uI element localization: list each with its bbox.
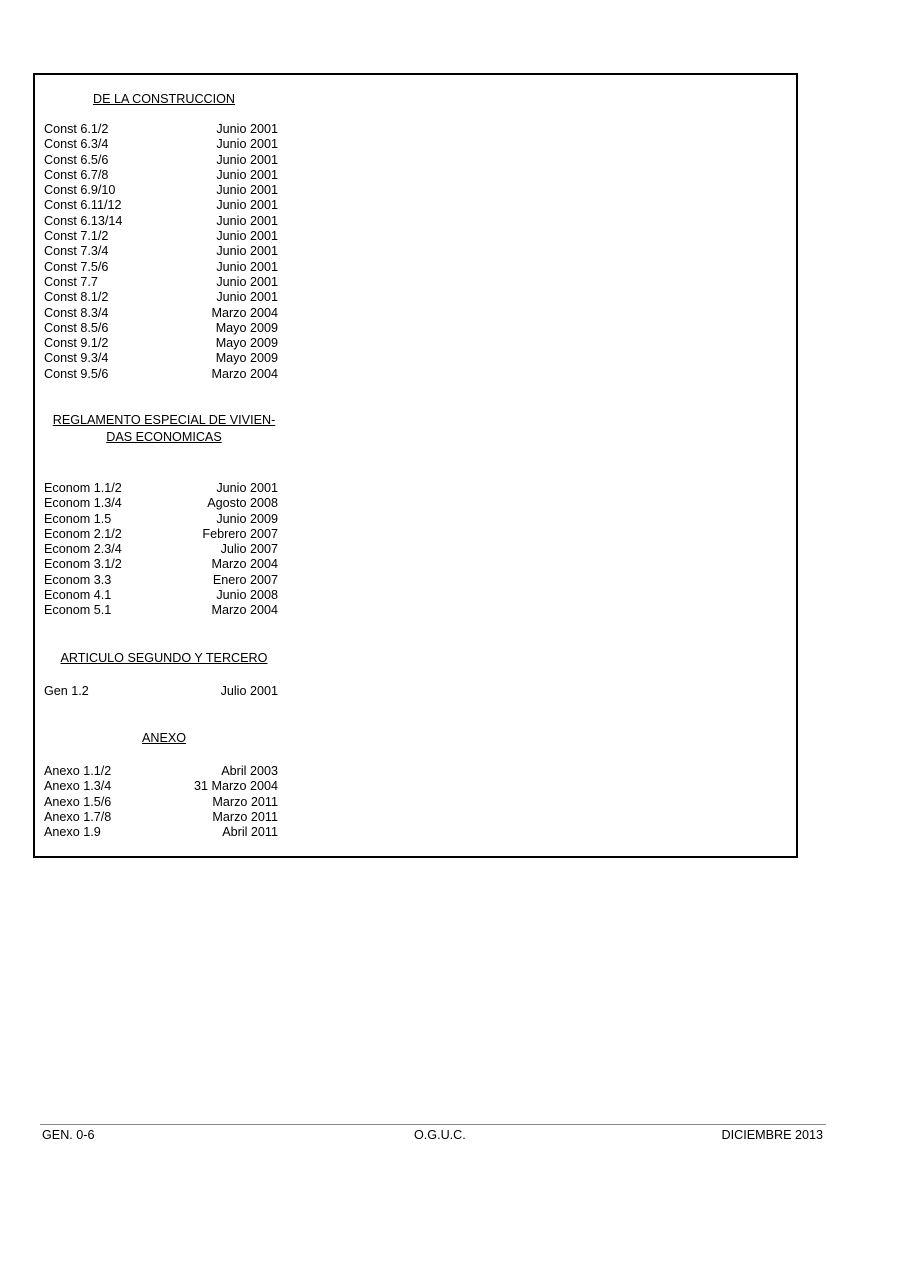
list-item <box>44 306 278 321</box>
item-code: Econom 3.3 <box>44 572 112 587</box>
list-item <box>44 198 278 213</box>
item-code: Const 6.3/4 <box>44 137 109 152</box>
content-frame <box>33 73 798 858</box>
item-code: Econom 5.1 <box>44 603 112 618</box>
item-date: Marzo 2004 <box>211 305 278 320</box>
item-code: Anexo 1.7/8 <box>44 809 112 824</box>
footer-date: DICIEMBRE 2013 <box>721 1128 823 1142</box>
item-code: Const 7.1/2 <box>44 229 109 244</box>
item-date: Julio 2001 <box>220 684 278 698</box>
item-code: Const 6.13/14 <box>44 213 123 228</box>
item-code: Anexo 1.3/4 <box>44 779 112 794</box>
section-title-articulo: ARTICULO SEGUNDO Y TERCERO <box>60 651 268 665</box>
item-code: Econom 3.1/2 <box>44 557 122 572</box>
item-code: Const 6.7/8 <box>44 167 109 182</box>
item-date: Marzo 2004 <box>211 603 278 618</box>
item-date: Julio 2007 <box>220 542 278 557</box>
item-date: Agosto 2008 <box>207 496 278 511</box>
section-title-construccion: DE LA CONSTRUCCION <box>92 92 236 106</box>
item-date: Junio 2001 <box>216 137 278 152</box>
list-item <box>44 336 278 351</box>
list-item <box>44 573 278 588</box>
item-date: Junio 2001 <box>216 290 278 305</box>
list-item <box>44 779 278 794</box>
item-code: Const 6.9/10 <box>44 183 116 198</box>
item-code: Const 6.11/12 <box>44 198 122 213</box>
item-code: Econom 1.3/4 <box>44 496 122 511</box>
list-item <box>44 684 278 699</box>
list-item <box>44 229 278 244</box>
item-date: Marzo 2011 <box>212 794 278 809</box>
item-date: Junio 2001 <box>216 229 278 244</box>
item-date: Junio 2001 <box>216 244 278 259</box>
item-code: Const 8.5/6 <box>44 320 109 335</box>
item-date: Junio 2001 <box>216 481 278 495</box>
list-item <box>44 810 278 825</box>
list-item <box>44 496 278 511</box>
list-item <box>44 481 278 496</box>
list-item <box>44 367 278 382</box>
list-item <box>44 603 278 618</box>
section-title-economicas-line2: DAS ECONOMICAS <box>106 430 222 444</box>
item-date: Enero 2007 <box>212 572 278 587</box>
list-item <box>44 588 278 603</box>
item-date: Junio 2001 <box>216 274 278 289</box>
list-item <box>44 825 278 840</box>
item-code: Anexo 1.1/2 <box>44 764 112 778</box>
item-date: Marzo 2004 <box>211 557 278 572</box>
section-title-economicas-line1: REGLAMENTO ESPECIAL DE VIVIEN- <box>52 413 276 427</box>
list-item <box>44 321 278 336</box>
item-date: Marzo 2011 <box>212 809 278 824</box>
item-date: Febrero 2007 <box>202 526 278 541</box>
item-code: Anexo 1.5/6 <box>44 794 112 809</box>
list-item <box>44 260 278 275</box>
item-code: Const 7.3/4 <box>44 244 109 259</box>
list-item <box>44 351 278 366</box>
item-date: Junio 2001 <box>216 152 278 167</box>
list-item <box>44 137 278 152</box>
list-item <box>44 795 278 810</box>
item-code: Const 8.3/4 <box>44 305 109 320</box>
list-item <box>44 275 278 290</box>
item-code: Const 7.7 <box>44 274 98 289</box>
footer-title: O.G.U.C. <box>414 1128 466 1142</box>
item-date: Junio 2001 <box>216 198 278 213</box>
item-date: Junio 2008 <box>216 588 278 603</box>
list-item <box>44 244 278 259</box>
list-item <box>44 183 278 198</box>
item-date: Mayo 2009 <box>215 351 278 366</box>
item-code: Const 8.1/2 <box>44 290 109 305</box>
item-date: Marzo 2004 <box>211 366 278 381</box>
list-item <box>44 290 278 305</box>
item-code: Gen 1.2 <box>44 684 89 698</box>
list-item <box>44 122 278 137</box>
list-anexo <box>44 764 278 840</box>
item-code: Econom 1.5 <box>44 511 112 526</box>
list-item <box>44 542 278 557</box>
item-code: Anexo 1.9 <box>44 825 101 840</box>
item-date: Junio 2001 <box>216 122 278 136</box>
item-date: Junio 2001 <box>216 213 278 228</box>
item-code: Const 6.1/2 <box>44 122 109 136</box>
item-code: Econom 4.1 <box>44 588 112 603</box>
item-code: Const 6.5/6 <box>44 152 109 167</box>
item-date: Junio 2009 <box>216 511 278 526</box>
list-item <box>44 512 278 527</box>
list-construccion <box>44 122 278 382</box>
list-item <box>44 214 278 229</box>
footer-page-code: GEN. 0-6 <box>42 1128 95 1142</box>
footer-divider <box>40 1124 826 1125</box>
item-date: Junio 2001 <box>216 167 278 182</box>
item-date: 31 Marzo 2004 <box>193 779 278 794</box>
list-economicas <box>44 481 278 619</box>
section-title-anexo: ANEXO <box>141 731 187 745</box>
list-item <box>44 764 278 779</box>
item-code: Const 9.3/4 <box>44 351 109 366</box>
item-code: Econom 2.1/2 <box>44 526 122 541</box>
list-item <box>44 168 278 183</box>
list-item <box>44 557 278 572</box>
item-code: Econom 1.1/2 <box>44 481 122 495</box>
item-date: Junio 2001 <box>216 259 278 274</box>
item-date: Mayo 2009 <box>215 336 278 351</box>
item-code: Econom 2.3/4 <box>44 542 122 557</box>
item-code: Const 9.1/2 <box>44 336 109 351</box>
item-date: Abril 2011 <box>222 825 278 840</box>
list-articulo <box>44 684 278 699</box>
item-code: Const 7.5/6 <box>44 259 109 274</box>
item-date: Junio 2001 <box>216 183 278 198</box>
item-date: Abril 2003 <box>221 764 278 778</box>
item-code: Const 9.5/6 <box>44 366 109 381</box>
list-item <box>44 153 278 168</box>
list-item <box>44 527 278 542</box>
item-date: Mayo 2009 <box>215 320 278 335</box>
